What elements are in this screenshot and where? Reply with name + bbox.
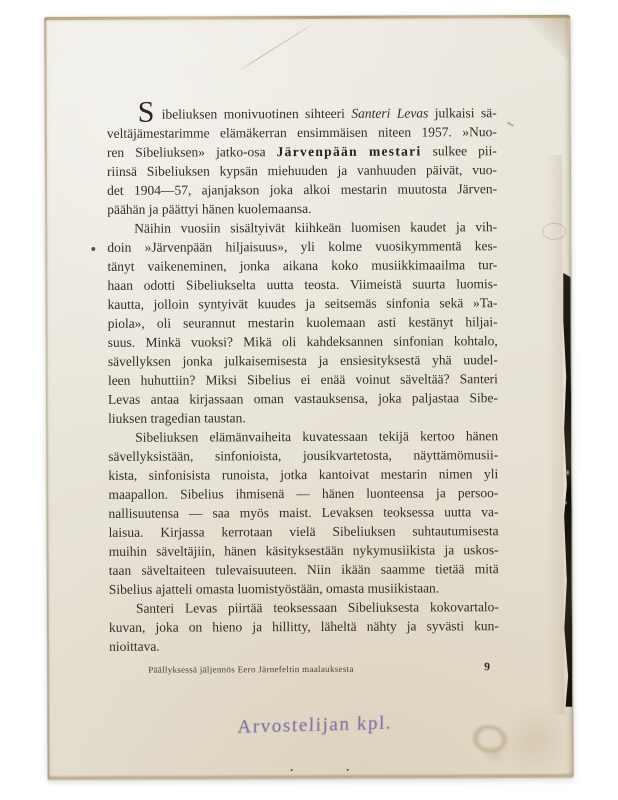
worn-left-edge: [44, 17, 49, 780]
text-line: [108, 293, 498, 314]
word: mestarin: [340, 181, 388, 197]
word: päivät,: [425, 162, 463, 178]
word: jonka: [239, 258, 270, 274]
word: tur-: [478, 257, 498, 273]
word: mestarin: [380, 466, 428, 482]
word: kes-: [474, 238, 498, 254]
word: alkoi: [303, 181, 331, 198]
text-line: [109, 521, 499, 542]
word: uutta: [266, 277, 294, 293]
word: vuoksi?: [190, 334, 233, 350]
text-line: [108, 350, 498, 371]
word: Santeri: [351, 105, 391, 121]
word: hänen: [224, 543, 257, 559]
word: ibeliuksen: [161, 106, 218, 122]
text-segment: päähän ja päättyi hänen kuolemaansa.: [107, 200, 312, 217]
word: vuosikymmentä: [375, 238, 462, 254]
word: antaa: [150, 391, 180, 407]
word: maist.: [278, 504, 312, 521]
text-line: [107, 95, 497, 129]
word: uskos-: [463, 542, 499, 558]
word: Sibeliuksesta: [347, 599, 420, 615]
word: Levaksen: [321, 504, 374, 520]
word: haan: [107, 277, 134, 293]
text-line: [108, 483, 498, 504]
reviewer-stamp: Arvostelijan kpl.: [237, 712, 393, 738]
text-line: [107, 274, 497, 295]
word: Miksi: [205, 372, 237, 388]
word: vanhuuden: [356, 162, 417, 178]
word: Sibelius: [247, 372, 291, 388]
word: ihmisenä: [235, 486, 285, 502]
word: riinsä: [106, 163, 138, 179]
word: uutta: [444, 504, 472, 520]
word: sulkee: [432, 143, 468, 159]
word: käsityksestään: [265, 542, 344, 559]
word: ja: [305, 295, 316, 312]
word: piirtää: [227, 600, 263, 616]
text-line: [108, 388, 498, 409]
word: Sibelius: [180, 486, 224, 502]
word: teoksessaan: [273, 599, 338, 616]
word: sekä: [439, 295, 464, 311]
stain-ring: [542, 223, 566, 240]
ink-speck: [91, 247, 95, 251]
word: sihteeri: [305, 105, 345, 122]
word: joka: [269, 182, 294, 198]
word: sävellyksen: [107, 353, 171, 369]
text-line: [107, 255, 497, 276]
word: Sibeliuksen: [135, 429, 199, 445]
text-line: [109, 540, 499, 561]
word: mestarin: [247, 315, 295, 331]
word: det: [107, 182, 124, 198]
text-line: [108, 502, 498, 523]
word: asti: [377, 314, 397, 330]
word: Järvenpään: [276, 143, 358, 160]
worn-top-edge: [44, 15, 570, 20]
word: sinfonian: [393, 333, 444, 349]
word: jousikvartetosta,: [302, 447, 392, 464]
word: Viimeistä: [349, 276, 402, 292]
word: »Järvenpään: [144, 239, 213, 255]
word: runoista,: [221, 467, 269, 483]
word: kuvan,: [108, 619, 146, 635]
blurb-paragraph: [108, 426, 499, 599]
word: huhuttiin?: [140, 372, 196, 388]
text-line: [108, 312, 498, 333]
word: teosta.: [304, 276, 340, 293]
word: nykymusiikista: [352, 542, 436, 558]
word: mitä: [474, 561, 499, 577]
word: kuolemaan: [306, 314, 366, 331]
word: Sibeliuksen: [332, 523, 396, 539]
word: aikana: [282, 257, 319, 274]
text-line: [107, 122, 497, 143]
word: seitsemäs: [324, 295, 377, 311]
word: Sibe-: [469, 390, 498, 406]
word: Levas: [184, 600, 218, 616]
word: maapallon.: [108, 486, 169, 502]
text-segment: nioittava.: [109, 638, 160, 654]
bent-corner: [520, 17, 568, 59]
word: kertoo: [420, 428, 455, 444]
word: yhä: [432, 352, 452, 368]
text-line: [108, 464, 498, 485]
word: suus.: [107, 334, 136, 350]
word: ja: [455, 219, 466, 235]
blurb-paragraph: [109, 597, 499, 656]
word: odotti: [143, 277, 176, 293]
word: nähty: [366, 618, 397, 634]
word: enää: [320, 371, 346, 387]
word: doin: [107, 239, 132, 255]
word: Mikä: [243, 334, 272, 350]
word: muutosta: [397, 181, 448, 197]
word: joka: [378, 390, 402, 406]
word: Sibeliuksen»: [135, 144, 206, 160]
page-number: 9: [484, 661, 490, 674]
word: ensimmäisen: [297, 124, 368, 141]
word: sä-: [480, 105, 497, 121]
word: kiihkeän: [294, 219, 342, 236]
word: koko: [331, 257, 359, 273]
word: seurannut: [183, 315, 236, 331]
word: musiikkimaailma: [371, 257, 466, 273]
word: säveltaiteen: [141, 562, 206, 578]
word: Levas: [396, 105, 429, 121]
word: sinfonioista,: [214, 448, 282, 464]
text-segment: liuksen tragedian taustan.: [108, 410, 246, 426]
word: Sibeliukselta: [186, 277, 256, 293]
word: kirjassaan: [189, 391, 244, 407]
word: säveltäjiin,: [156, 543, 216, 559]
word: 1904—57,: [133, 182, 192, 198]
speck: [347, 769, 349, 771]
word: nimen: [438, 466, 473, 482]
word: jatko-osa: [216, 144, 266, 160]
word: Minkä: [145, 334, 181, 350]
word: —: [188, 505, 203, 521]
word: jonka: [182, 353, 213, 369]
word: kypsän: [219, 163, 258, 179]
word: ajanjakson: [201, 182, 260, 198]
text-line: [109, 578, 499, 599]
word: sisältyivät: [230, 220, 286, 236]
word: kun-: [474, 618, 499, 634]
word: nallisuutensa: [108, 505, 180, 521]
word: kuvatessaan: [302, 428, 368, 445]
word: yli: [484, 466, 499, 482]
word: kuudes: [257, 296, 296, 312]
word: kista,: [108, 467, 138, 483]
word: leen: [107, 372, 131, 388]
word: pii-: [478, 143, 497, 159]
word: sävellyksistään,: [108, 448, 194, 464]
word: piola»,: [107, 315, 145, 331]
text-line: [109, 616, 499, 637]
word: hiljaisuus»,: [225, 239, 288, 255]
text-line: [109, 597, 499, 618]
word: »Ta-: [472, 295, 498, 311]
word: saamme: [380, 561, 426, 577]
word: sinfonisista: [148, 467, 211, 483]
word: tietää: [435, 561, 465, 577]
word: kantoivat: [318, 466, 370, 482]
text-line: [109, 559, 499, 580]
word: muihin: [108, 543, 147, 559]
word: oman: [253, 391, 284, 407]
speck: [291, 769, 293, 771]
word: ikään: [341, 561, 371, 577]
blurb-paragraph: [107, 217, 498, 428]
word: ja: [406, 618, 417, 634]
word: kautta,: [107, 296, 144, 312]
word: persoo-: [457, 485, 499, 501]
word: läheltä: [320, 618, 357, 634]
text-line: [108, 369, 498, 390]
word: jotka: [280, 467, 308, 483]
word: »Nuo-: [462, 124, 497, 140]
word: tekijä: [378, 428, 409, 444]
word: niteen: [378, 124, 412, 140]
word: va-: [481, 504, 499, 520]
book-back-cover: [44, 15, 573, 780]
word: kolme: [328, 238, 362, 254]
word: voinut: [355, 371, 390, 387]
scratch-mark: [507, 122, 514, 127]
word: paljastaa: [411, 390, 460, 406]
word: Niin: [306, 561, 332, 578]
word: on: [188, 619, 203, 635]
word: Santeri: [135, 600, 175, 616]
text-segment: Sibelius ajatteli omasta luomistyöstään, omasta musiikistaan.: [108, 580, 440, 597]
word: hillitty,: [272, 618, 311, 635]
word: vielä: [289, 523, 316, 540]
cover-credit: Päällyksessä jäljennös Eero Järnefeltin maalauksesta: [148, 663, 354, 675]
text-line: [107, 141, 497, 162]
word: hieno: [212, 619, 243, 635]
word: luonteensa: [366, 485, 425, 501]
text-line: [107, 198, 497, 219]
word: taan: [108, 562, 132, 578]
word: näyttämömusii-: [413, 447, 499, 463]
stain-corner: [499, 705, 571, 777]
word: vastauksensa,: [294, 390, 368, 407]
word: Sibeliuksen: [146, 163, 210, 179]
word: julkaisemisesta: [224, 353, 307, 369]
text-line: [107, 160, 497, 181]
word: oli: [156, 315, 172, 331]
text-line: [108, 445, 498, 466]
word: syvästi: [426, 618, 465, 634]
word: hiljai-: [465, 314, 498, 330]
word: tulevaisuuteen.: [215, 562, 297, 578]
blurb-paragraph: [106, 95, 498, 219]
word: hänen: [465, 428, 499, 444]
word: joka: [155, 619, 179, 635]
word: julkaisi: [434, 105, 475, 121]
word: kohtalo,: [453, 333, 498, 349]
word: mestari: [368, 143, 422, 159]
worn-bottom-edge: [48, 773, 574, 780]
word: suurta: [412, 276, 446, 292]
word: säveltää?: [400, 371, 450, 387]
crease-mark: [235, 23, 313, 73]
word: ja: [444, 542, 455, 558]
word: saa: [212, 505, 230, 521]
word: jolloin: [153, 296, 189, 312]
word: oli: [281, 334, 297, 350]
word: kahdeksannen: [306, 333, 384, 350]
word: ja: [337, 162, 348, 178]
word: teoksessa: [383, 504, 435, 520]
word: kestänyt: [408, 314, 454, 330]
word: miehuuden: [267, 162, 328, 179]
word: veltäjämestarimme: [106, 125, 210, 141]
word: vuosiin: [180, 220, 221, 236]
word: ei: [300, 371, 311, 388]
blurb-text: [106, 95, 499, 656]
word: kokovartalo-: [429, 599, 499, 615]
word: luomisen: [350, 219, 401, 235]
word: vih-: [475, 219, 498, 235]
word: monivuotinen: [223, 106, 299, 122]
word: ja: [252, 619, 263, 635]
word: ensiesityksestä: [340, 352, 421, 368]
word: luomis-: [456, 276, 498, 292]
word: sinfonia: [386, 295, 430, 311]
word: 1957.: [421, 124, 452, 140]
text-line: [108, 331, 498, 352]
word: ren: [106, 144, 125, 160]
word: Santeri: [459, 371, 498, 387]
text-line: [108, 426, 498, 447]
text-line: [109, 635, 499, 656]
text-line: [108, 407, 498, 428]
text-line: [107, 236, 497, 257]
word: Levas: [107, 391, 141, 407]
word: suhtautumisesta: [412, 523, 499, 539]
word: Järven-: [457, 181, 498, 197]
word: uudel-: [463, 352, 498, 368]
text-line: [107, 217, 497, 238]
word: tänyt: [107, 258, 135, 274]
word: elämänvaiheita: [209, 429, 292, 445]
text-line: [107, 179, 497, 200]
word: Näihin: [134, 220, 172, 236]
word: yli: [300, 238, 315, 255]
word: ja: [318, 352, 329, 368]
word: kaudet: [410, 219, 447, 235]
word: —: [296, 485, 310, 502]
word: Kirjassa: [160, 524, 205, 540]
word: vaikeneminen,: [147, 258, 227, 274]
word: hänen: [321, 485, 355, 501]
word: elämäkerran: [219, 125, 287, 141]
word: kerrotaan: [221, 524, 273, 540]
word: laisua.: [108, 524, 144, 540]
word: vuo-: [472, 162, 497, 178]
word: myös: [239, 505, 270, 521]
word: ja: [436, 485, 446, 501]
drop-cap: S: [137, 95, 155, 129]
word: syntyivät: [198, 296, 249, 312]
